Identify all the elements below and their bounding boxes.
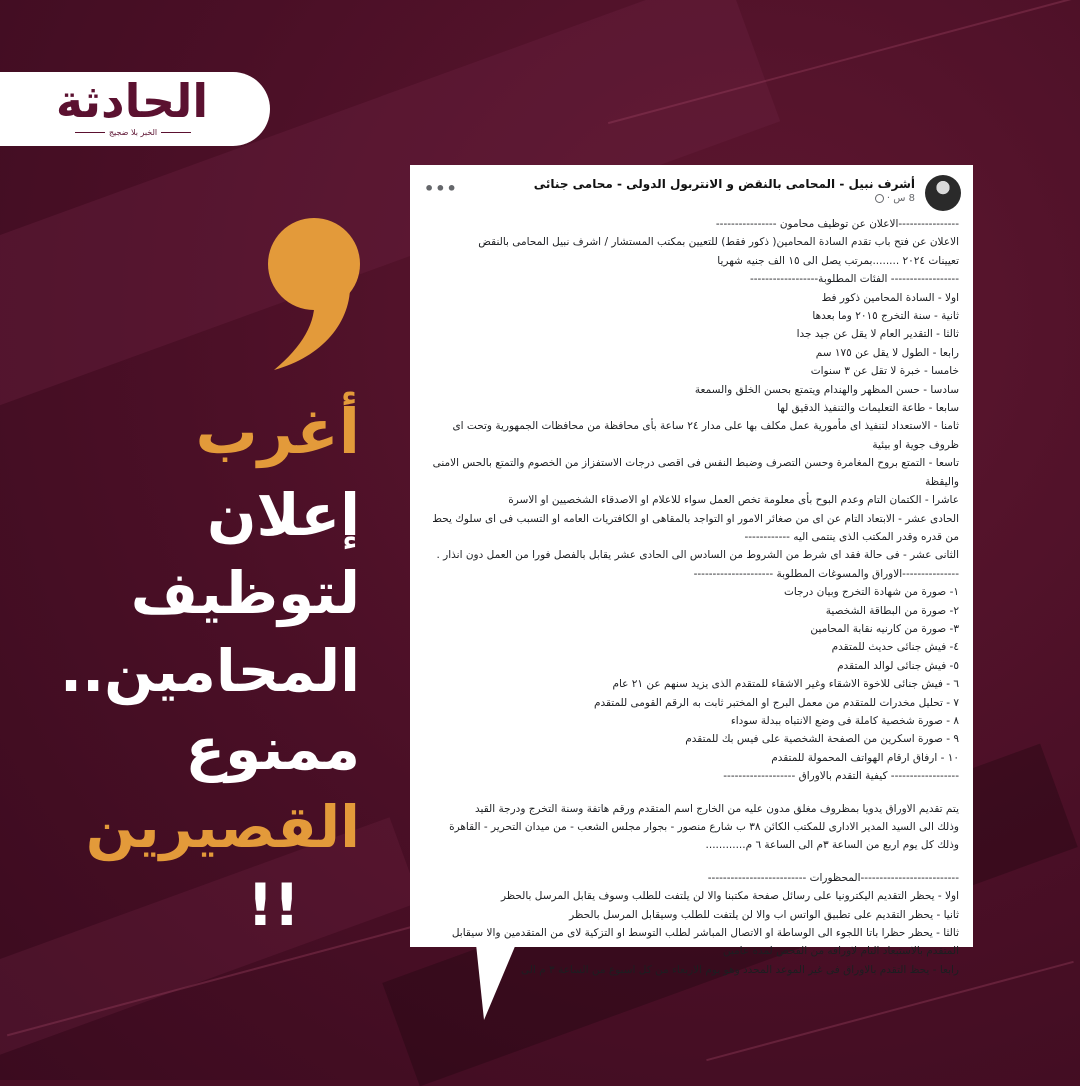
- post-text-line: رابعا - الطول لا يقل عن ١٧٥ سم: [815, 346, 959, 359]
- post-text-line: الاعلان عن فتح باب تقدم السادة المحامين( ذكور فقط) للتعيين بمكتب المستشار / اشرف نبيل المحامى بالنقض: [478, 236, 959, 249]
- post-text-line: ثامنا - الاستعداد لتنفيذ اى مأمورية عمل مكلف بها على مدار ٢٤ ساعة بأى محافظة من محافظات الجمهورية وتحت اى ظروف جوية او بيئية: [452, 420, 959, 451]
- speech-bubble-tail: [476, 944, 516, 1020]
- post-text-line: ٥- فيش جنائى لوالد المتقدم: [837, 659, 959, 672]
- post-text-line: --------------------------المحظورات --------------------------: [707, 871, 959, 884]
- post-text-line: ٣- صورة من كارنيه نقابة المحامين: [810, 622, 959, 635]
- facebook-post-card: [410, 165, 973, 976]
- post-text-line: ----------------الاعلان عن توظيف محامون ----------------: [715, 218, 959, 230]
- post-text-line: وذلك الى السيد المدير الادارى للمكتب الكائن ٣٨ ب شارع منصور - بجوار مجلس الشعب - من ميدان التحرير - القاهرة وذلك كل يوم اربع من الساعة ٣م الى الساعة ٦ م............: [449, 821, 959, 852]
- headline-line: إعلان: [206, 481, 360, 549]
- post-text-line: ١٠ - ارفاق ارقام الهواتف المحمولة للمتقدم: [771, 751, 959, 764]
- logo-text: الحادثة: [55, 74, 209, 128]
- headline-line: المحامين..: [60, 637, 360, 705]
- post-text-line: ٤- فيش جنائى حديث للمتقدم: [831, 641, 959, 654]
- headline-line: أغرب: [195, 395, 360, 468]
- headline-line: لتوظيف: [130, 559, 360, 627]
- post-text-line: يتم تقديم الاوراق يدويا بمظروف مغلق مدون عليه من الخارج اسم المتقدم ورقم هاتفة وسنة التخرج ودرجة القيد: [475, 802, 959, 815]
- post-text-line: ٢- صورة من البطاقة الشخصية: [825, 604, 959, 617]
- post-meta: [872, 193, 915, 204]
- headline-line: ممنوع: [185, 715, 360, 783]
- post-text-line: ------------------ الفئات المطلوبة------------------: [749, 273, 959, 286]
- brand-logo: [0, 72, 270, 146]
- post-text-line: الحادى عشر - الابتعاد التام عن اى من صغائر الامور او التواجد بالمقاهى او الكافتريات العامه او التسبب فى اى سلوك يحط من قدره وقدر المكتب الذى ينتمى اليه ------------: [432, 512, 959, 543]
- post-text-line: تعيينات ٢٠٢٤ ........بمرتب يصل الى ١٥ الف جنيه شهريا: [717, 254, 959, 267]
- globe-icon: [875, 194, 884, 203]
- post-text-line: ٧ - تحليل مخدرات للمتقدم من معمل البرج او المختبر ثابت به الرقم القومى للمتقدم: [593, 696, 959, 709]
- headline: [60, 388, 360, 944]
- post-text-line: ثانيا - يحظر التقديم على تطبيق الواتس اب والا لن يلتفت للطلب وسيقابل المرسل بالحظر: [569, 908, 959, 921]
- post-text-line: اولا - السادة المحامين ذكور فط: [821, 291, 959, 304]
- post-text-line: اولا - يحظر التقديم اليكترونيا على رسائل صفحة مكتبنا والا لن يلتفت للطلب وسوف يقابل المرسل بالحظر: [500, 890, 959, 903]
- avatar[interactable]: [925, 175, 961, 211]
- post-text-line: الثانى عشر - فى حالة فقد اى شرط من الشروط من السادس الى الحادى عشر يقابل بالفصل فورا من العمل دون انذار .: [436, 549, 959, 562]
- post-text-line: ------------------ كيفية التقدم بالاوراق -------------------: [723, 770, 959, 783]
- post-text-line: خامسا - خبرة لا تقل عن ٣ سنوات: [810, 365, 959, 378]
- post-text-line: ١- صورة من شهادة التخرج وبيان درجات: [783, 586, 959, 599]
- post-text-line: ٩ - صورة اسكرين من الصفحة الشخصية على فيس بك للمتقدم: [685, 733, 959, 746]
- post-author[interactable]: أشرف نبيل - المحامى بالنقض و الانتربول الدولى - محامى جنائى: [533, 177, 915, 191]
- headline-line: !!: [247, 871, 300, 939]
- post-text-line: عاشرا - الكتمان التام وعدم البوح بأى معلومة تخص العمل سواء للاعلام او الاصدقاء الشخصيين او الاسرة: [508, 494, 959, 507]
- post-time[interactable]: 8 س ·: [886, 193, 915, 204]
- post-text-line: ٨ - صورة شخصية كاملة فى وضع الانتباه ببدلة سوداء: [730, 714, 959, 727]
- post-text-line: [424, 855, 959, 869]
- logo-tagline: الخبر بلا ضجيج: [58, 128, 208, 137]
- post-text-line: ---------------الاوراق والمسوغات المطلوبة ---------------------: [693, 567, 959, 580]
- headline-line: القصيرين: [85, 793, 360, 861]
- post-text-line: ثالثا - التقدير العام لا يقل عن جيد جدا: [796, 328, 959, 341]
- post-text-line: ثانية - سنة التخرج ٢٠١٥ وما بعدها: [812, 310, 959, 323]
- post-text-line: رابعا - يحظ التقدم بالاوراق فى غير الموعد المحدد وهو يوم الاربعاء من كل اسبوع من الساعة ٣ م الى: [520, 963, 959, 976]
- post-text-line: ثالثا - يحظر حظرا باتا اللجوء الى الوساطة او الاتصال المباشر لطلب التوسط او التزكية لاى من المتقدمين والا سيقابل المتقدم بالاستبعاد التام لاوراقه من الفحص لمدة عامين: [451, 927, 959, 958]
- more-options-icon[interactable]: •••: [424, 179, 458, 198]
- post-text-line: سابعا - طاعة التعليمات والتنفيذ الدقيق لها: [777, 402, 959, 415]
- post-header: [410, 165, 973, 211]
- post-text-line: ٦ - فيش جنائى للاخوة الاشقاء وغير الاشقاء للمتقدم الذى يزيد سنهم عن ٢١ عام: [612, 678, 959, 691]
- post-body: [424, 215, 959, 976]
- post-text-line: تاسعا - التمتع بروح المغامرة وحسن التصرف وضبط النفس فى اقصى درجات الاستفزاز من الخصوم والتمتع بالحس الامنى واليقظة: [432, 457, 959, 488]
- post-text-line: سادسا - حسن المظهر والهندام ويتمتع بحسن الخلق والسمعة: [694, 383, 959, 396]
- post-text-line: [424, 786, 959, 800]
- quote-mark-icon: [262, 212, 362, 372]
